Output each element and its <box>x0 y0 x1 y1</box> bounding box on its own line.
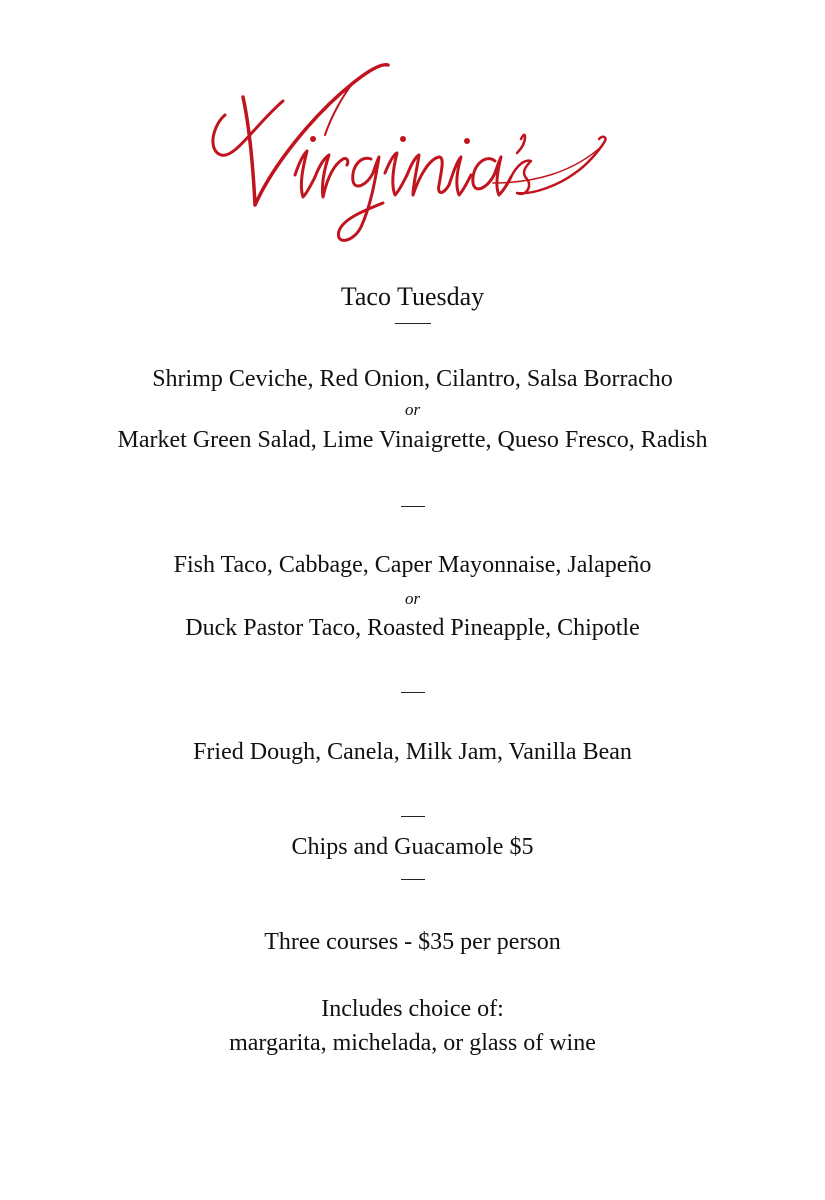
course-divider <box>401 506 425 507</box>
title-divider <box>395 323 431 324</box>
dessert-course: Fried Dough, Canela, Milk Jam, Vanilla Bean <box>193 739 632 765</box>
first-course-option-a: Shrimp Ceviche, Red Onion, Cilantro, Salsa Borracho <box>152 366 673 392</box>
restaurant-logo <box>0 55 825 250</box>
includes-items: margarita, michelada, or glass of wine <box>229 1030 596 1056</box>
first-course-or: or <box>404 400 421 419</box>
second-course-option-b: Duck Pastor Taco, Roasted Pineapple, Chipotle <box>185 615 640 641</box>
second-course-option-a: Fish Taco, Cabbage, Caper Mayonnaise, Jalapeño <box>173 552 652 578</box>
menu-title: Taco Tuesday <box>340 282 485 311</box>
first-course-option-b: Market Green Salad, Lime Vinaigrette, Queso Fresco, Radish <box>117 427 708 453</box>
addon-item: Chips and Guacamole $5 <box>291 834 534 860</box>
includes-label: Includes choice of: <box>321 996 504 1022</box>
course-divider <box>401 816 425 817</box>
second-course-or: or <box>404 589 421 608</box>
virginias-script-logo <box>203 55 623 250</box>
addon-divider <box>401 879 425 880</box>
price-line: Three courses - $35 per person <box>264 929 561 955</box>
course-divider <box>401 692 425 693</box>
